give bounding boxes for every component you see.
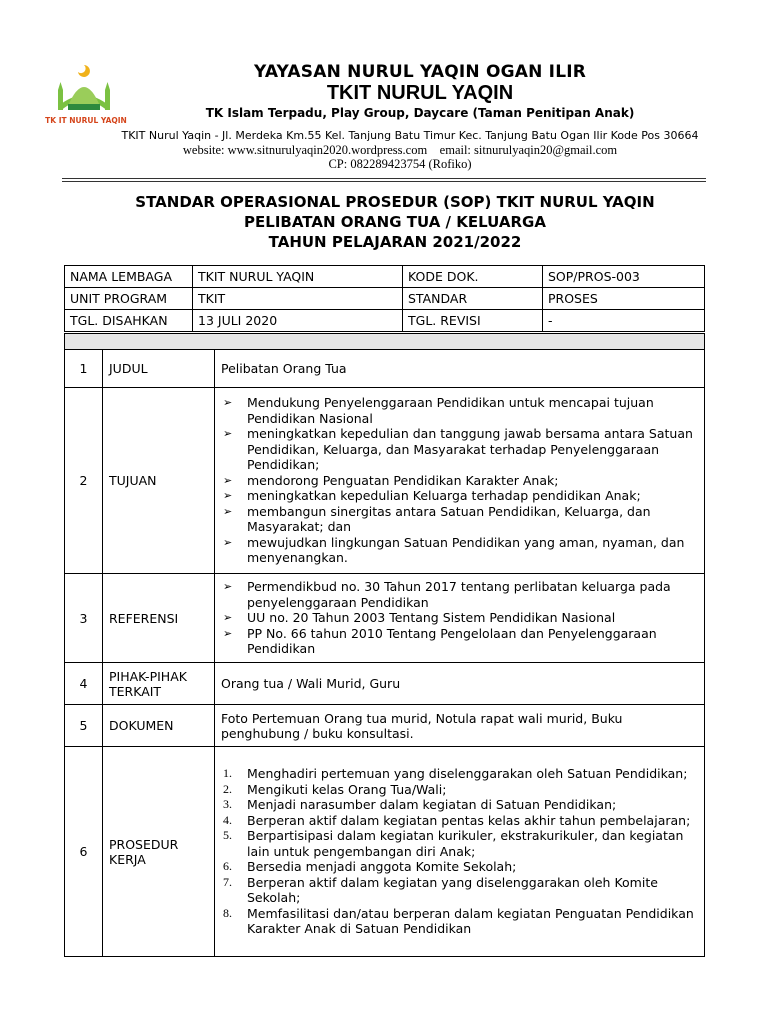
table-row xyxy=(65,310,705,332)
list-item: ➢ mendorong Penguatan Pendidikan Karakter Anak; xyxy=(247,473,698,489)
list-item: ➢ Permendikbud no. 30 Tahun 2017 tentang perlibatan keluarga pada penyelenggaraan Pendidikan xyxy=(247,579,698,610)
row-number: 4 xyxy=(65,663,103,705)
tujuan-list xyxy=(221,395,698,566)
step-text: Berperan aktif dalam kegiatan pentas kelas akhir tahun pembelajaran; xyxy=(247,812,691,828)
list-item xyxy=(223,766,698,782)
step-number: 5. xyxy=(223,828,232,843)
step-number: 8. xyxy=(223,905,232,920)
table-row xyxy=(65,388,705,574)
meta-value: TKIT NURUL YAQIN xyxy=(193,266,403,288)
meta-key: KODE DOK. xyxy=(403,266,543,288)
row-label: TUJUAN xyxy=(103,388,215,574)
school-subtitle: TK Islam Terpadu, Play Group, Daycare (Taman Penitipan Anak) xyxy=(205,106,635,120)
row-number: 5 xyxy=(65,705,103,747)
website-email: website: www.sitnurulyaqin2020.wordpress.com email: sitnurulyaqin20@gmail.com xyxy=(182,143,618,157)
step-text: Memfasilitasi dan/atau berperan dalam kegiatan Penguatan Pendidikan Karakter Anak di Satuan Pendidikan xyxy=(247,905,694,937)
table-row xyxy=(65,288,705,310)
document-year: TAHUN PELAJARAN 2021/2022 xyxy=(268,233,522,251)
row-label: PROSEDUR KERJA xyxy=(103,747,215,957)
list-item: ➢ UU no. 20 Tahun 2003 Tentang Sistem Pendidikan Nasional xyxy=(247,610,698,626)
prosedur-cell xyxy=(215,747,705,957)
row-number: 3 xyxy=(65,574,103,663)
dokumen-text: Foto Pertemuan Orang tua murid, Notula rapat wali murid, Buku penghubung / buku konsultasi. xyxy=(215,705,705,747)
school-logo xyxy=(38,60,130,132)
row-label: JUDUL xyxy=(103,350,215,388)
meta-key: STANDAR xyxy=(403,288,543,310)
row-number: 2 xyxy=(65,388,103,574)
step-text: Berperan aktif dalam kegiatan yang diselenggarakan oleh Komite Sekolah; xyxy=(247,874,658,906)
tujuan-cell xyxy=(215,388,705,574)
row-label: PIHAK-PIHAK TERKAIT xyxy=(103,663,215,705)
list-item: ➢ mewujudkan lingkungan Satuan Pendidikan yang aman, nyaman, dan menyenangkan. xyxy=(247,535,698,566)
table-row xyxy=(65,747,705,957)
header-divider xyxy=(62,178,706,179)
step-text: Menjadi narasumber dalam kegiatan di Satuan Pendidikan; xyxy=(247,797,617,813)
step-number: 3. xyxy=(223,797,232,812)
logo-caption: TK IT NURUL YAQIN xyxy=(45,116,127,125)
judul-text: Pelibatan Orang Tua xyxy=(215,350,705,388)
list-item xyxy=(223,874,698,906)
referensi-list xyxy=(221,579,698,657)
list-item xyxy=(223,828,698,859)
header-divider-double xyxy=(62,181,706,182)
step-number: 2. xyxy=(223,781,232,796)
list-item xyxy=(223,812,698,829)
prosedur-list xyxy=(221,766,698,937)
school-address: TKIT Nurul Yaqin - Jl. Merdeka Km.55 Kel. Tanjung Batu Timur Kec. Tanjung Batu Ogan Ilir Kode Pos 30664 xyxy=(121,129,699,142)
step-text: Mengikuti kelas Orang Tua/Wali; xyxy=(247,781,447,797)
table-spacer-row xyxy=(65,334,705,350)
step-number: 7. xyxy=(223,874,232,889)
list-item: ➢ Mendukung Penyelenggaraan Pendidikan untuk mencapai tujuan Pendidikan Nasional xyxy=(247,395,698,426)
meta-key: NAMA LEMBAGA xyxy=(65,266,193,288)
list-item: ➢ membangun sinergitas antara Satuan Pendidikan, Keluarga, dan Masyarakat; dan xyxy=(247,504,698,535)
list-item xyxy=(223,905,698,937)
referensi-cell xyxy=(215,574,705,663)
document-title: STANDAR OPERASIONAL PROSEDUR (SOP) TKIT NURUL YAQIN PELIBATAN ORANG TUA / KELUARGA xyxy=(135,193,655,231)
row-number: 6 xyxy=(65,747,103,957)
list-item xyxy=(223,781,698,798)
list-item: ➢ meningkatkan kepedulian Keluarga terhadap pendidikan Anak; xyxy=(247,488,698,504)
step-number: 1. xyxy=(223,766,232,781)
meta-value: - xyxy=(543,310,705,332)
row-number: 1 xyxy=(65,350,103,388)
meta-value: SOP/PROS-003 xyxy=(543,266,705,288)
sop-table xyxy=(64,333,705,957)
table-row xyxy=(65,350,705,388)
list-item xyxy=(223,859,698,875)
step-number: 6. xyxy=(223,859,232,874)
step-text: Bersedia menjadi anggota Komite Sekolah; xyxy=(247,859,517,875)
table-row xyxy=(65,663,705,705)
row-label: DOKUMEN xyxy=(103,705,215,747)
step-text: Berpartisipasi dalam kegiatan kurikuler, ekstrakurikuler, dan kegiatan lain untuk pengembangan diri Anak; xyxy=(247,828,684,859)
table-row xyxy=(65,705,705,747)
metadata-table xyxy=(64,265,705,332)
list-item: ➢ PP No. 66 tahun 2010 Tentang Pengelolaan dan Penyelenggaraan Pendidikan xyxy=(247,626,698,657)
pihak-text: Orang tua / Wali Murid, Guru xyxy=(215,663,705,705)
contact-phone: CP: 082289423754 (Rofiko) xyxy=(328,157,472,171)
meta-key: TGL. DISAHKAN xyxy=(65,310,193,332)
list-item xyxy=(223,797,698,813)
school-name: TKIT NURUL YAQIN xyxy=(326,82,514,104)
meta-key: UNIT PROGRAM xyxy=(65,288,193,310)
foundation-name: YAYASAN NURUL YAQIN OGAN ILIR xyxy=(253,62,587,82)
row-label: REFERENSI xyxy=(103,574,215,663)
meta-value: PROSES xyxy=(543,288,705,310)
table-row xyxy=(65,266,705,288)
step-text: Menghadiri pertemuan yang diselenggarakan oleh Satuan Pendidikan; xyxy=(247,766,688,782)
meta-value: 13 JULI 2020 xyxy=(193,310,403,332)
meta-key: TGL. REVISI xyxy=(403,310,543,332)
list-item: ➢ meningkatkan kepedulian dan tanggung jawab bersama antara Satuan Pendidikan, Keluarga, dan Masyarakat terhadap Penyelenggaraan Pendidikan; xyxy=(247,426,698,473)
table-row xyxy=(65,574,705,663)
step-number: 4. xyxy=(223,812,232,827)
meta-value: TKIT xyxy=(193,288,403,310)
